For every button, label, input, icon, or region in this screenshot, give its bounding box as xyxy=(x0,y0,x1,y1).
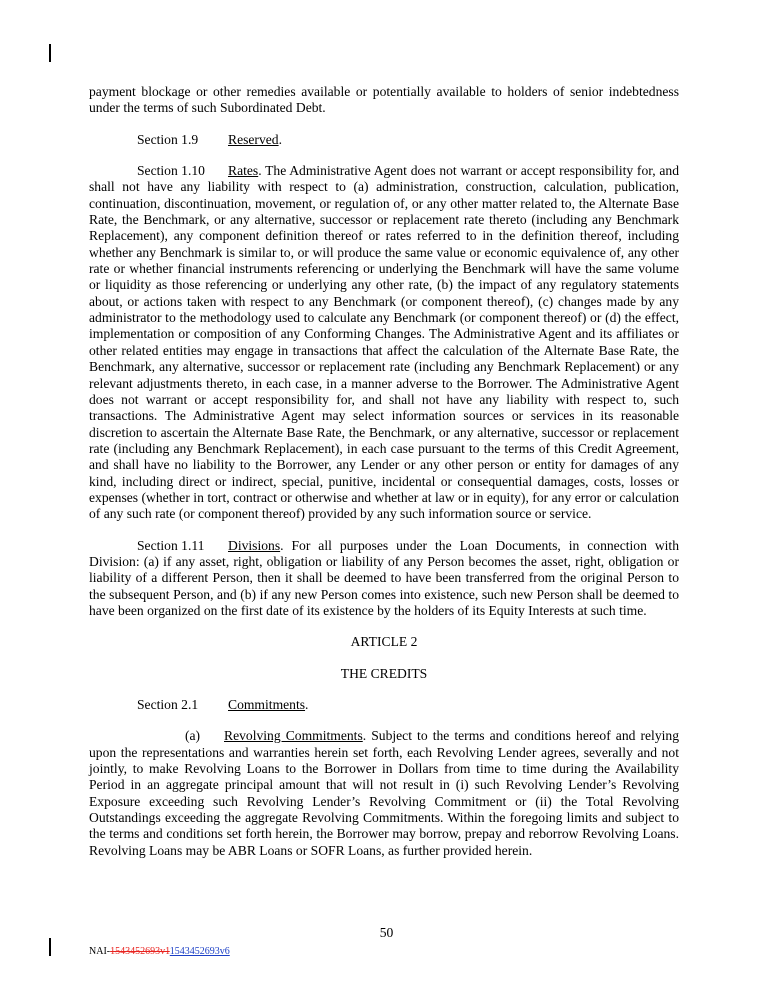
section-title: Divisions xyxy=(228,537,281,553)
inserted-doc-id: 1543452693v6 xyxy=(169,946,230,957)
section-title: Commitments xyxy=(228,697,306,712)
section-number: Section 2.1 xyxy=(137,697,199,712)
subsection-label: (a) xyxy=(185,728,201,744)
section-2-1: Section 2.1 Commitments. xyxy=(137,697,309,712)
page-number: 50 xyxy=(379,925,394,940)
subsection-a xyxy=(89,728,679,859)
subsection-body: . Subject to the terms and conditions hereof and relying upon the representations and warranties herein set forth, each Revolving Lender agrees, severally and not jointly, to make Revolving Loans to the Borrower in Dollars from time to time during the Availability Period in an aggregate principal amount that will not result in (i) such Revolving Lender’s Revolving Exposure exceeding such Revolving Lender’s Revolving Commitment or (ii) the Total Revolving Outstandings exceeding the aggregate Revolving Commitments. Within the foregoing limits and subject to the terms and conditions set forth herein, the Borrower may borrow, prepay and reborrow Revolving Loans. Revolving Loans may be ABR Loans or SOFR Loans, as further provided herein. xyxy=(89,728,679,858)
section-1-10 xyxy=(89,163,679,523)
section-1-11 xyxy=(89,538,679,620)
document-id: NAI-1543452693v11543452693v6 xyxy=(89,946,230,957)
deleted-doc-id: 1543452693v1 xyxy=(110,946,170,957)
subsection-title: Revolving Commitments xyxy=(224,728,363,744)
page-body xyxy=(89,84,679,859)
article-title: THE CREDITS xyxy=(340,665,428,681)
continuation-paragraph: payment blockage or other remedies available or potentially available to holders of senior indebtedness under the terms of such Subordinated Debt. xyxy=(89,84,679,116)
section-body: . The Administrative Agent does not warrant or accept responsibility for, and shall not have any liability with respect to (a) administration, construction, calculation, publication, continuation, discontinuation, movement, or regulation of, or any other matter related to, the Alternate Base Rate, the Benchmark, or any alternative, successor or replacement rate thereto (including any Benchmark Replacement), any component definition thereof or rates referred to in the definition thereof, including whether any Benchmark is similar to, or will produce the same value or economic equivalence of, any other rate or whether financial instruments referencing or underlying the Benchmark will have the same volume or liquidity as those referencing or underlying any other rate, (b) the impact of any regulatory statements about, or actions taken with respect to any Benchmark (or component thereof), (c) changes made by any administrator to the methodology used to calculate any Benchmark (or component thereof) or (d) the effect, implementation or composition of any Conforming Changes. The Administrative Agent and its affiliates or other related entities may engage in transactions that affect the calculation of the Alternate Base Rate, the Benchmark, any alternative, successor or replacement rate (including any Benchmark Replacement) or any relevant adjustments thereto, in each case, in a manner adverse to the Borrower. The Administrative Agent does not warrant or accept responsibility for, and shall not have any liability with respect to, such transactions. The Administrative Agent may select information sources or services in its reasonable discretion to ascertain the Alternate Base Rate, the Benchmark, or any alternative, successor or replacement rate (including any Benchmark Replacement), in each case pursuant to the terms of this Credit Agreement, and shall have no liability to the Borrower, any Lender or any other person or entity for damages of any kind, including direct or indirect, special, punitive, incidental or consequential damages, costs, losses or expenses (whether in tort, contract or otherwise and whether at law or in equity), for any error or calculation of any such rate (or component thereof) provided by any such information source or service. xyxy=(89,163,679,522)
section-body: . For all purposes under the Loan Documents, in connection with Division: (a) if any asset, right, obligation or liability of any Person becomes the asset, right, obligation or liability of a different Person, then it shall be deemed to have been transferred from the original Person to the subsequent Person, and (b) if any new Person comes into existence, such new Person shall be deemed to have been organized on the first date of its existence by the holders of its Equity Interests at such time. xyxy=(89,537,679,618)
section-1-9: Section 1.9 Reserved. xyxy=(137,131,282,147)
change-bar-bottom xyxy=(49,938,51,956)
article-heading: ARTICLE 2 xyxy=(350,634,418,650)
section-number: Section 1.10 xyxy=(137,163,205,179)
change-bar-top xyxy=(49,44,51,62)
section-title: Reserved xyxy=(228,131,279,147)
section-number: Section 1.11 xyxy=(137,537,205,553)
section-number: Section 1.9 xyxy=(137,131,199,147)
section-title: Rates xyxy=(228,163,259,179)
